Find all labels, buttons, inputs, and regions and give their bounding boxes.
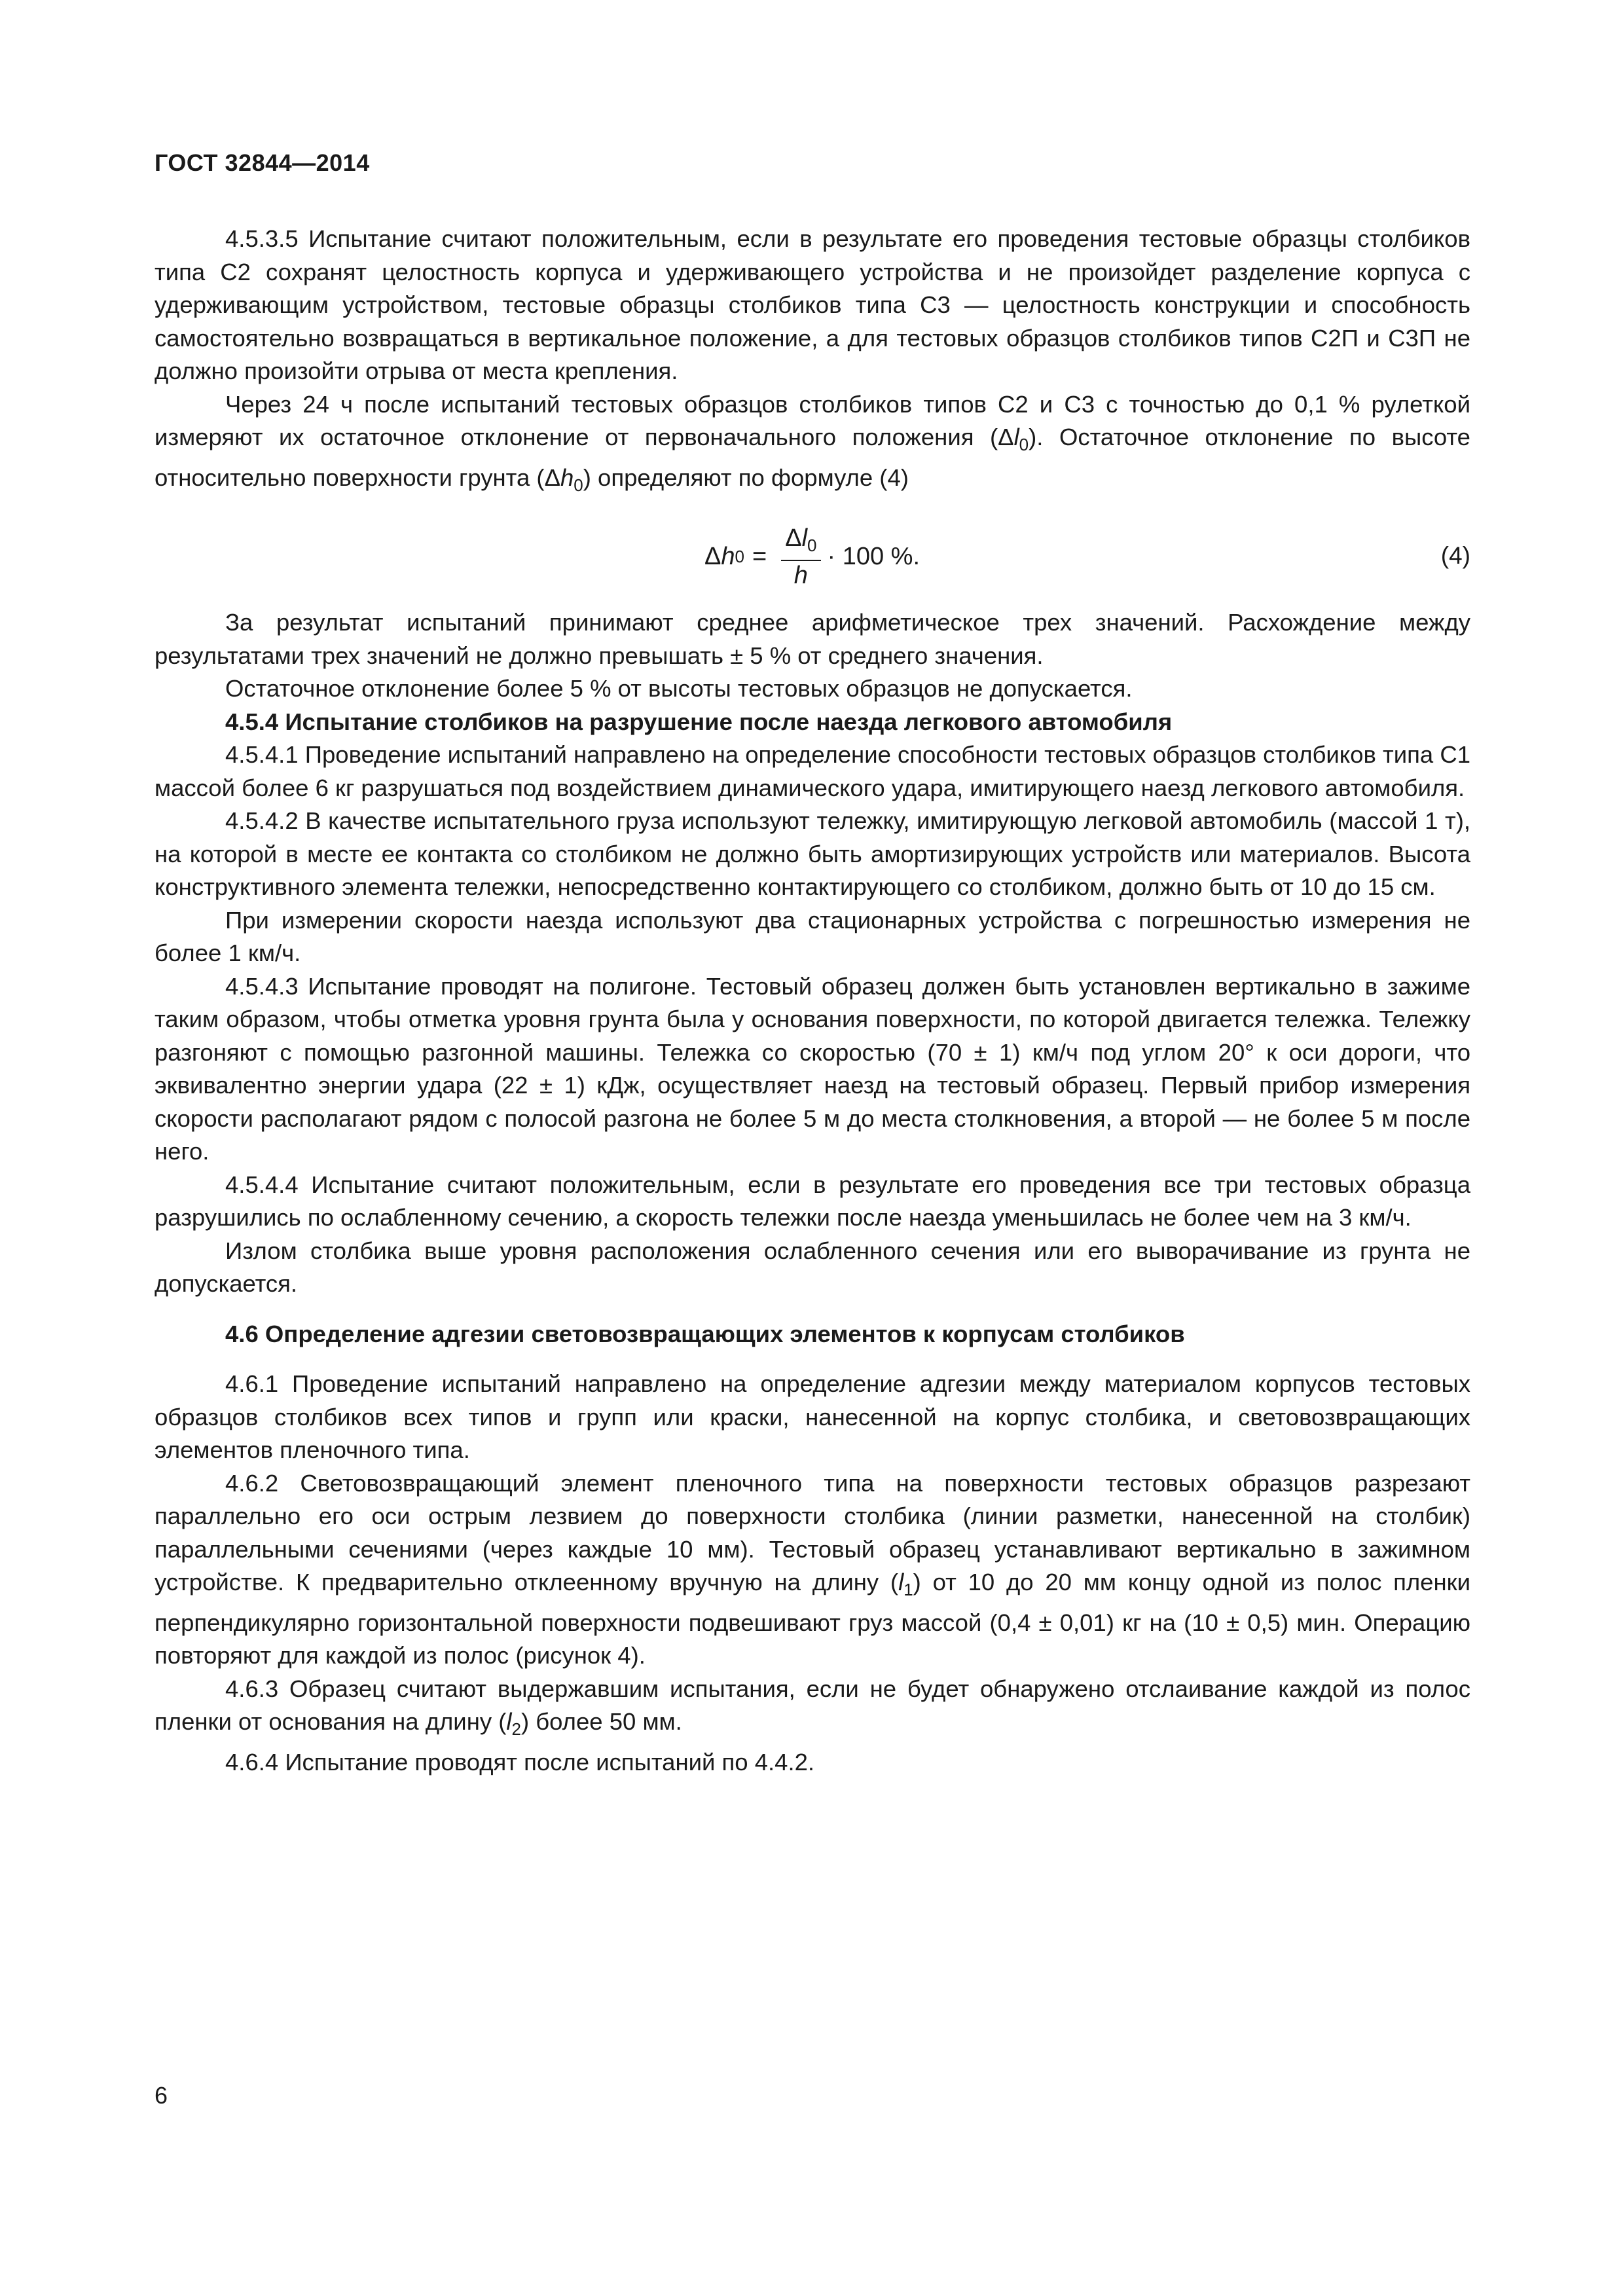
paragraph-4-6-3: 4.6.3 Образец считают выдержавшим испытания, если не будет обнаружено отслаивание каждой из полос пленки от основания на длину $(l_2)$ более 50 мм. [155, 1675, 1470, 1739]
paragraph-4-6-1: 4.6.1 Проведение испытаний направлено на определение адгезии между материалом корпусов тестовых образцов столбиков всех типов и групп или краски, нанесенной на корпус столбика, и световозвращающих элементов пленочного типа. [155, 1370, 1470, 1463]
paragraph-fracture-rule: Излом столбика выше уровня расположения ослабленного сечения или его выворачивание из грунта не допускается. [155, 1237, 1470, 1297]
paragraph-4-5-4-3: 4.5.4.3 Испытание проводят на полигоне. Тестовый образец должен быть установлен вертикально в зажиме таким образом, чтобы отметка уровня грунта была у основания поверхности, по которой двигается тележка. Тележку разгоняют с помощью разгонной машины. Тележка со скоростью (70 ± 1) км/ч под углом 20° к оси дороги, что эквивалентно энергии удара (22 ± 1) кДж, осуществляет наезд на тестовый образец. Первый прибор измерения скорости располагают рядом с полосой разгона не более 5 м до места столкновения, а второй — не более 5 м после него. [155, 972, 1470, 1165]
paragraph-4-6-2: 4.6.2 Световозвращающий элемент пленочного типа на поверхности тестовых образцов разрезают параллельно его оси острым лезвием до поверхности столбика (линии разметки, нанесенной на столбик) параллельными сечениями (через каждые 10 мм). Тестовый образец устанавливают вертикально в зажимном устройстве. К предварительно отклеенному вручную на длину $(l_1)$ от 10 до 20 мм концу одной из полос пленки перпендикулярно горизонтальной поверхности подвешивают груз массой (0,4 ± 0,01) кг на (10 ± 0,5) мин. Операцию повторяют для каждой из полос (рисунок 4). [155, 1469, 1470, 1669]
page-number: 6 [155, 2082, 168, 2109]
paragraph-speed-measurement: При измерении скорости наезда используют два стационарных устройства с погрешностью измерения не более 1 км/ч. [155, 906, 1470, 966]
formula-expression: Δ h 0 = $\frac{\Delta l_0}{h}$ · 100 %. [704, 524, 921, 589]
paragraph-4-5-3-5: 4.5.3.5 Испытание считают положительным, если в результате его проведения тестовые образцы столбиков типа С2 сохранят целостность корпуса и удерживающего устройства и не произойдет разделение корпуса с удерживающим устройством, тестовые образцы столбиков типа С3 — целостность конструкции и способность самостоятельно возвращаться в вертикальное положение, а для тестовых образцов столбиков типов С2П и С3П не должно произойти отрыва от места крепления. [155, 225, 1470, 384]
heading-4-6: 4.6 Определение адгезии световозвращающих элементов к корпусам столбиков [225, 1320, 1185, 1347]
formula-number: (4) [1440, 542, 1470, 569]
paragraph-residual-deviation: Через 24 ч после испытаний тестовых образцов столбиков типов С2 и С3 с точностью до 0,1 % рулеткой измеряют их остаточное отклонение от первоначального положения $(\Delta l_0)$. Остаточное отклонение по высоте относительно поверхности грунта $(\Delta h_0)$ определяют по формуле (4) [155, 390, 1470, 495]
paragraph-4-6-4: 4.6.4 Испытание проводят после испытаний по 4.4.2. [225, 1748, 815, 1776]
heading-4-5-4: 4.5.4 Испытание столбиков на разрушение после наезда легкового автомобиля [225, 708, 1173, 735]
paragraph-4-5-4-1: 4.5.4.1 Проведение испытаний направлено на определение способности тестовых образцов столбиков типа С1 массой более 6 кг разрушаться под воздействием динамического удара, имитирующего наезд легкового автомобиля. [155, 741, 1470, 801]
document-body [155, 223, 1470, 1779]
paragraph-result-average: За результат испытаний принимают среднее арифметическое трех значений. Расхождение между результатами трех значений не должно превышать ± 5 % от среднего значения. [155, 609, 1470, 669]
document-header: ГОСТ 32844—2014 [155, 149, 370, 176]
formula-fraction: $\frac{\Delta l_0}{h}$ [781, 524, 820, 590]
paragraph-4-5-4-2: 4.5.4.2 В качестве испытательного груза используют тележку, имитирующую легковой автомобиль (массой 1 т), на которой в месте ее контакта со столбиком не должно быть амортизирующих устройств или материалов. Высота конструктивного элемента тележки, непосредственно контактирующего со столбиком, должно быть от 10 до 15 см. [155, 807, 1470, 900]
paragraph-4-5-4-4: 4.5.4.4 Испытание считают положительным, если в результате его проведения все три тестовых образца разрушились по ослабленному сечению, а скорость тележки после наезда уменьшилась не более чем на 3 км/ч. [155, 1171, 1470, 1231]
paragraph-residual-limit: Остаточное отклонение более 5 % от высоты тестовых образцов не допускается. [225, 675, 1133, 702]
formula-4 [155, 507, 1470, 606]
